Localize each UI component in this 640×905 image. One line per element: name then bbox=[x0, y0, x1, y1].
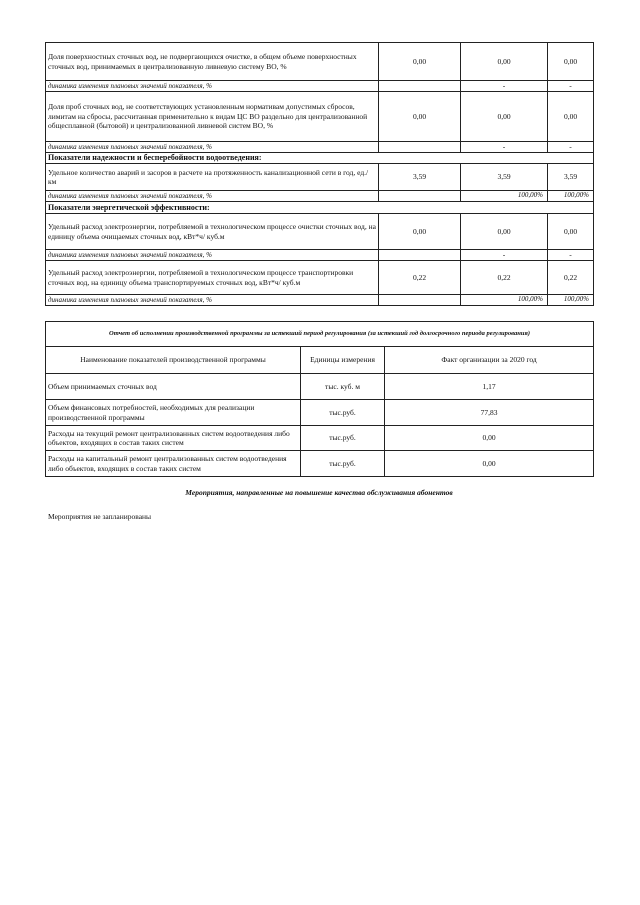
indicator-value: 0,00 bbox=[548, 43, 594, 81]
indicator-value: 0,00 bbox=[548, 214, 594, 250]
indicator-label: Доля проб сточных вод, не соответствующих установленным нормативам допустимых сбросов, лимитам на сбросы, рассчитанная применительно к видам ЦС ВО раздельно для централизованной общесплавной (бытовой) и централизованной ливневой систем ВО, % bbox=[46, 92, 379, 142]
program-indicator-fact: 0,00 bbox=[385, 451, 594, 477]
column-header-unit: Единицы измерения bbox=[301, 347, 385, 374]
table-row bbox=[46, 142, 594, 153]
column-header-fact: Факт организации за 2020 год bbox=[385, 347, 594, 374]
dynamics-label: динамика изменения плановых значений показателя, % bbox=[46, 295, 379, 306]
indicator-value: 3,59 bbox=[461, 164, 548, 191]
indicator-value: 0,00 bbox=[461, 43, 548, 81]
indicator-value: 0,22 bbox=[379, 261, 461, 295]
empty-cell bbox=[379, 295, 461, 306]
indicator-label: Удельное количество аварий и засоров в расчете на протяженность канализационной сети в год, ед./км bbox=[46, 164, 379, 191]
indicator-value: 0,00 bbox=[379, 43, 461, 81]
program-indicator-name: Расходы на текущий ремонт централизованных систем водоотведения либо объектов, входящих в состав таких систем bbox=[46, 426, 301, 451]
section-heading: Показатели надежности и бесперебойности водоотведения: bbox=[46, 153, 594, 164]
table-row bbox=[46, 43, 594, 81]
program-indicator-fact: 1,17 bbox=[385, 374, 594, 400]
indicator-label: Удельный расход электроэнергии, потребляемой в технологическом процессе очистки сточных вод, на единицу объема очищаемых сточных вод, кВт*ч/ куб.м bbox=[46, 214, 379, 250]
dynamics-value: - bbox=[461, 142, 548, 153]
empty-cell bbox=[379, 81, 461, 92]
table-row bbox=[46, 214, 594, 250]
table-row bbox=[46, 92, 594, 142]
section-row bbox=[46, 153, 594, 164]
table-row bbox=[46, 164, 594, 191]
measures-note: Мероприятия не запланированы bbox=[48, 512, 152, 521]
indicator-value: 3,59 bbox=[379, 164, 461, 191]
table-row bbox=[46, 400, 594, 426]
table-row bbox=[46, 451, 594, 477]
section-heading: Показатели энергетической эффективности: bbox=[46, 202, 594, 214]
dynamics-label: динамика изменения плановых значений показателя, % bbox=[46, 250, 379, 261]
dynamics-value: 100,00% bbox=[548, 295, 594, 306]
empty-cell bbox=[379, 191, 461, 202]
indicator-value: 0,22 bbox=[548, 261, 594, 295]
indicators-table bbox=[45, 42, 594, 306]
caption-row bbox=[46, 322, 594, 347]
table-row bbox=[46, 250, 594, 261]
program-indicator-unit: тыс. куб. м bbox=[301, 374, 385, 400]
indicator-value: 0,00 bbox=[461, 92, 548, 142]
empty-cell bbox=[379, 250, 461, 261]
dynamics-value: - bbox=[461, 250, 548, 261]
table-row bbox=[46, 261, 594, 295]
program-indicator-unit: тыс.руб. bbox=[301, 400, 385, 426]
dynamics-value: - bbox=[548, 81, 594, 92]
indicator-value: 3,59 bbox=[548, 164, 594, 191]
dynamics-value: - bbox=[548, 250, 594, 261]
program-indicator-name: Объем финансовых потребностей, необходимых для реализации производственной программы bbox=[46, 400, 301, 426]
dynamics-label: динамика изменения плановых значений показателя, % bbox=[46, 191, 379, 202]
dynamics-label: динамика изменения плановых значений показателя, % bbox=[46, 81, 379, 92]
indicator-value: 0,00 bbox=[379, 92, 461, 142]
dynamics-value: - bbox=[548, 142, 594, 153]
indicator-label: Доля поверхностных сточных вод, не подвергающихся очистке, в общем объеме поверхностных сточных вод, принимаемых в централизованную ливневую систему ВО, % bbox=[46, 43, 379, 81]
indicator-value: 0,00 bbox=[379, 214, 461, 250]
indicator-label: Удельный расход электроэнергии, потребляемой в технологическом процессе транспортировки сточных вод, на единицу объема транспортируемых сточных вод, кВт*ч/ куб.м bbox=[46, 261, 379, 295]
program-report-table bbox=[45, 321, 594, 477]
program-indicator-fact: 0,00 bbox=[385, 426, 594, 451]
table-row bbox=[46, 374, 594, 400]
table-row bbox=[46, 426, 594, 451]
program-indicator-name: Объем принимаемых сточных вод bbox=[46, 374, 301, 400]
dynamics-value: 100,00% bbox=[548, 191, 594, 202]
dynamics-value: 100,00% bbox=[461, 191, 548, 202]
program-indicator-fact: 77,83 bbox=[385, 400, 594, 426]
report-caption: Отчет об исполнении производственной программы за истекший период регулирования (за истекший год долгосрочного периода регулирования) bbox=[46, 322, 594, 347]
dynamics-label: динамика изменения плановых значений показателя, % bbox=[46, 142, 379, 153]
indicator-value: 0,22 bbox=[461, 261, 548, 295]
dynamics-value: - bbox=[461, 81, 548, 92]
program-indicator-unit: тыс.руб. bbox=[301, 451, 385, 477]
indicator-value: 0,00 bbox=[548, 92, 594, 142]
table-row bbox=[46, 81, 594, 92]
program-indicator-name: Расходы на капитальный ремонт централизованных систем водоотведения либо объектов, входящих в состав таких систем bbox=[46, 451, 301, 477]
indicator-value: 0,00 bbox=[461, 214, 548, 250]
dynamics-value: 100,00% bbox=[461, 295, 548, 306]
empty-cell bbox=[379, 142, 461, 153]
column-header-name: Наименование показателей производственной программы bbox=[46, 347, 301, 374]
table-row bbox=[46, 191, 594, 202]
table-row bbox=[46, 295, 594, 306]
header-row bbox=[46, 347, 594, 374]
program-indicator-unit: тыс.руб. bbox=[301, 426, 385, 451]
section-row bbox=[46, 202, 594, 214]
measures-title: Мероприятия, направленные на повышение качества обслуживания абонентов bbox=[185, 488, 453, 497]
